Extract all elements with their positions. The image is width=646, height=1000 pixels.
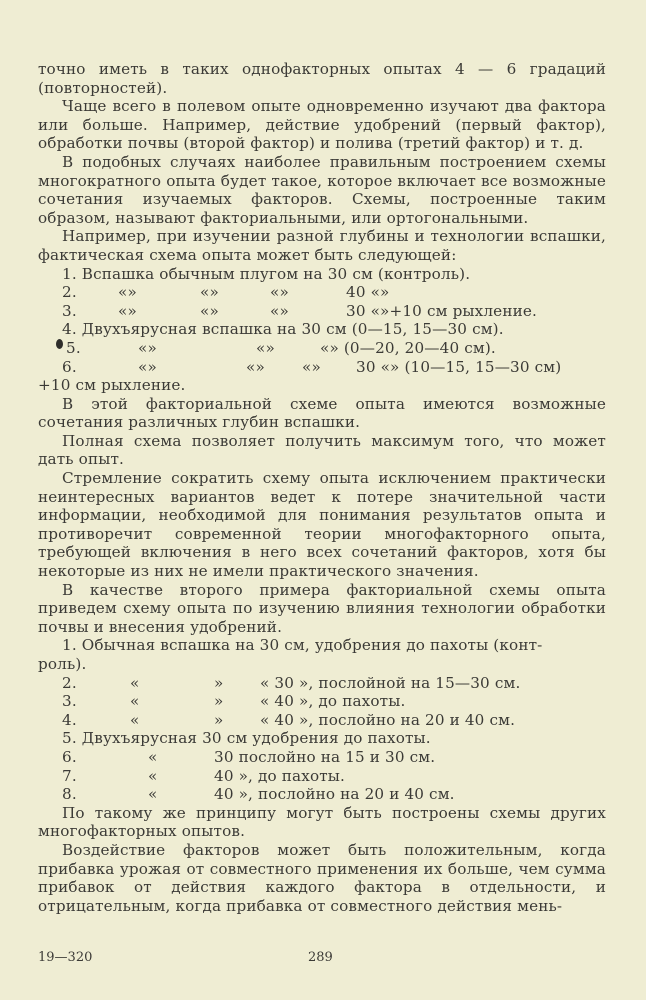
list-item: +10 см рыхление. xyxy=(38,376,186,395)
paragraph-10: Воздействие факторов может быть положительным, когда прибавка урожая от совместного применения их больше, чем сумма прибавок от действия каждого фактора в отдельности, и отрицательным, когда прибавка от совместного действия мень- xyxy=(38,840,606,915)
list-item: 6. « 30 послойно на 15 и 30 см. xyxy=(62,747,436,766)
list-item: 1. Обычная вспашка на 30 см, удобрения до пахоты (конт- xyxy=(62,636,543,655)
list-item: 7. « 40 », до пахоты. xyxy=(62,766,346,785)
paragraph-4: Например, при изучении разной глубины и технологии вспашки, фактическая схема опыта может быть следующей: xyxy=(38,227,606,264)
paragraph-2: Чаще всего в полевом опыте одновременно изучают два фактора или больше. Например, действие удобрений (первый фактор), обработки почвы (второй фактор) и полива (третий фактор) и т. д. xyxy=(38,97,606,153)
ink-dot-icon xyxy=(56,339,63,349)
list-item: 2. «» «» «» 40 «» xyxy=(62,283,390,302)
list-item: 3. « » « 40 », до пахоты. xyxy=(62,692,406,711)
paragraph-8: В качестве второго примера факториальной схемы опыта приведем схему опыта по изучению влияния технологии обработки почвы и внесения удобрений. xyxy=(38,580,606,636)
list-item: 4. Двухъярусная вспашка на 30 см (0—15, 15—30 см). xyxy=(62,320,504,339)
list-item: 6. «» «» «» 30 «» (10—15, 15—30 см) xyxy=(62,357,562,376)
list-item: 2. « » « 30 », послойной на 15—30 см. xyxy=(62,673,521,692)
paragraph-6: Полная схема позволяет получить максимум того, что может дать опыт. xyxy=(38,431,606,469)
scheme-list-2 xyxy=(38,636,606,803)
list-item: 3. «» «» «» 30 «»+10 см рыхление. xyxy=(62,301,537,320)
paragraph-3: В подобных случаях наиболее правильным построением схемы многократного опыта будет такое, которое включает все возможные сочетания изучаемых факторов. Схемы, построенные таким образом, называют факториальными, или ортогональными. xyxy=(38,152,606,227)
list-item: 4. « » « 40 », послойно на 20 и 40 см. xyxy=(62,710,516,729)
list-item: 5. «» «» «» (0—20, 20—40 см). xyxy=(38,339,606,358)
printer-signature: 19—320 xyxy=(38,950,93,965)
list-item: 8. « 40 », послойно на 20 и 40 см. xyxy=(62,785,455,804)
page-number: 289 xyxy=(308,950,333,965)
paragraph-7: Стремление сократить схему опыта исключением практически неинтересных вариантов ведет к потере значительной части информации, необходимой для понимания результатов опыта и противоречит современной теории многофакторного опыта, требующей включения в него всех сочетаний факторов, хотя бы некоторые из них не имели практического значения. xyxy=(38,469,606,581)
paragraph-9: По такому же принципу могут быть построены схемы других многофакторных опытов. xyxy=(38,803,606,841)
paragraph-1: точно иметь в таких однофакторных опытах 4 — 6 градаций (повторностей). xyxy=(38,60,606,97)
page-text xyxy=(38,60,606,915)
scheme-list-1 xyxy=(38,265,606,395)
list-item: роль). xyxy=(38,655,87,673)
paragraph-5: В этой факториальной схеме опыта имеются возможные сочетания различных глубин вспашки. xyxy=(38,394,606,432)
list-item: 5. Двухъярусная 30 см удобрения до пахоты. xyxy=(62,729,431,748)
list-item: 1. Вспашка обычным плугом на 30 см (контроль). xyxy=(62,264,471,283)
